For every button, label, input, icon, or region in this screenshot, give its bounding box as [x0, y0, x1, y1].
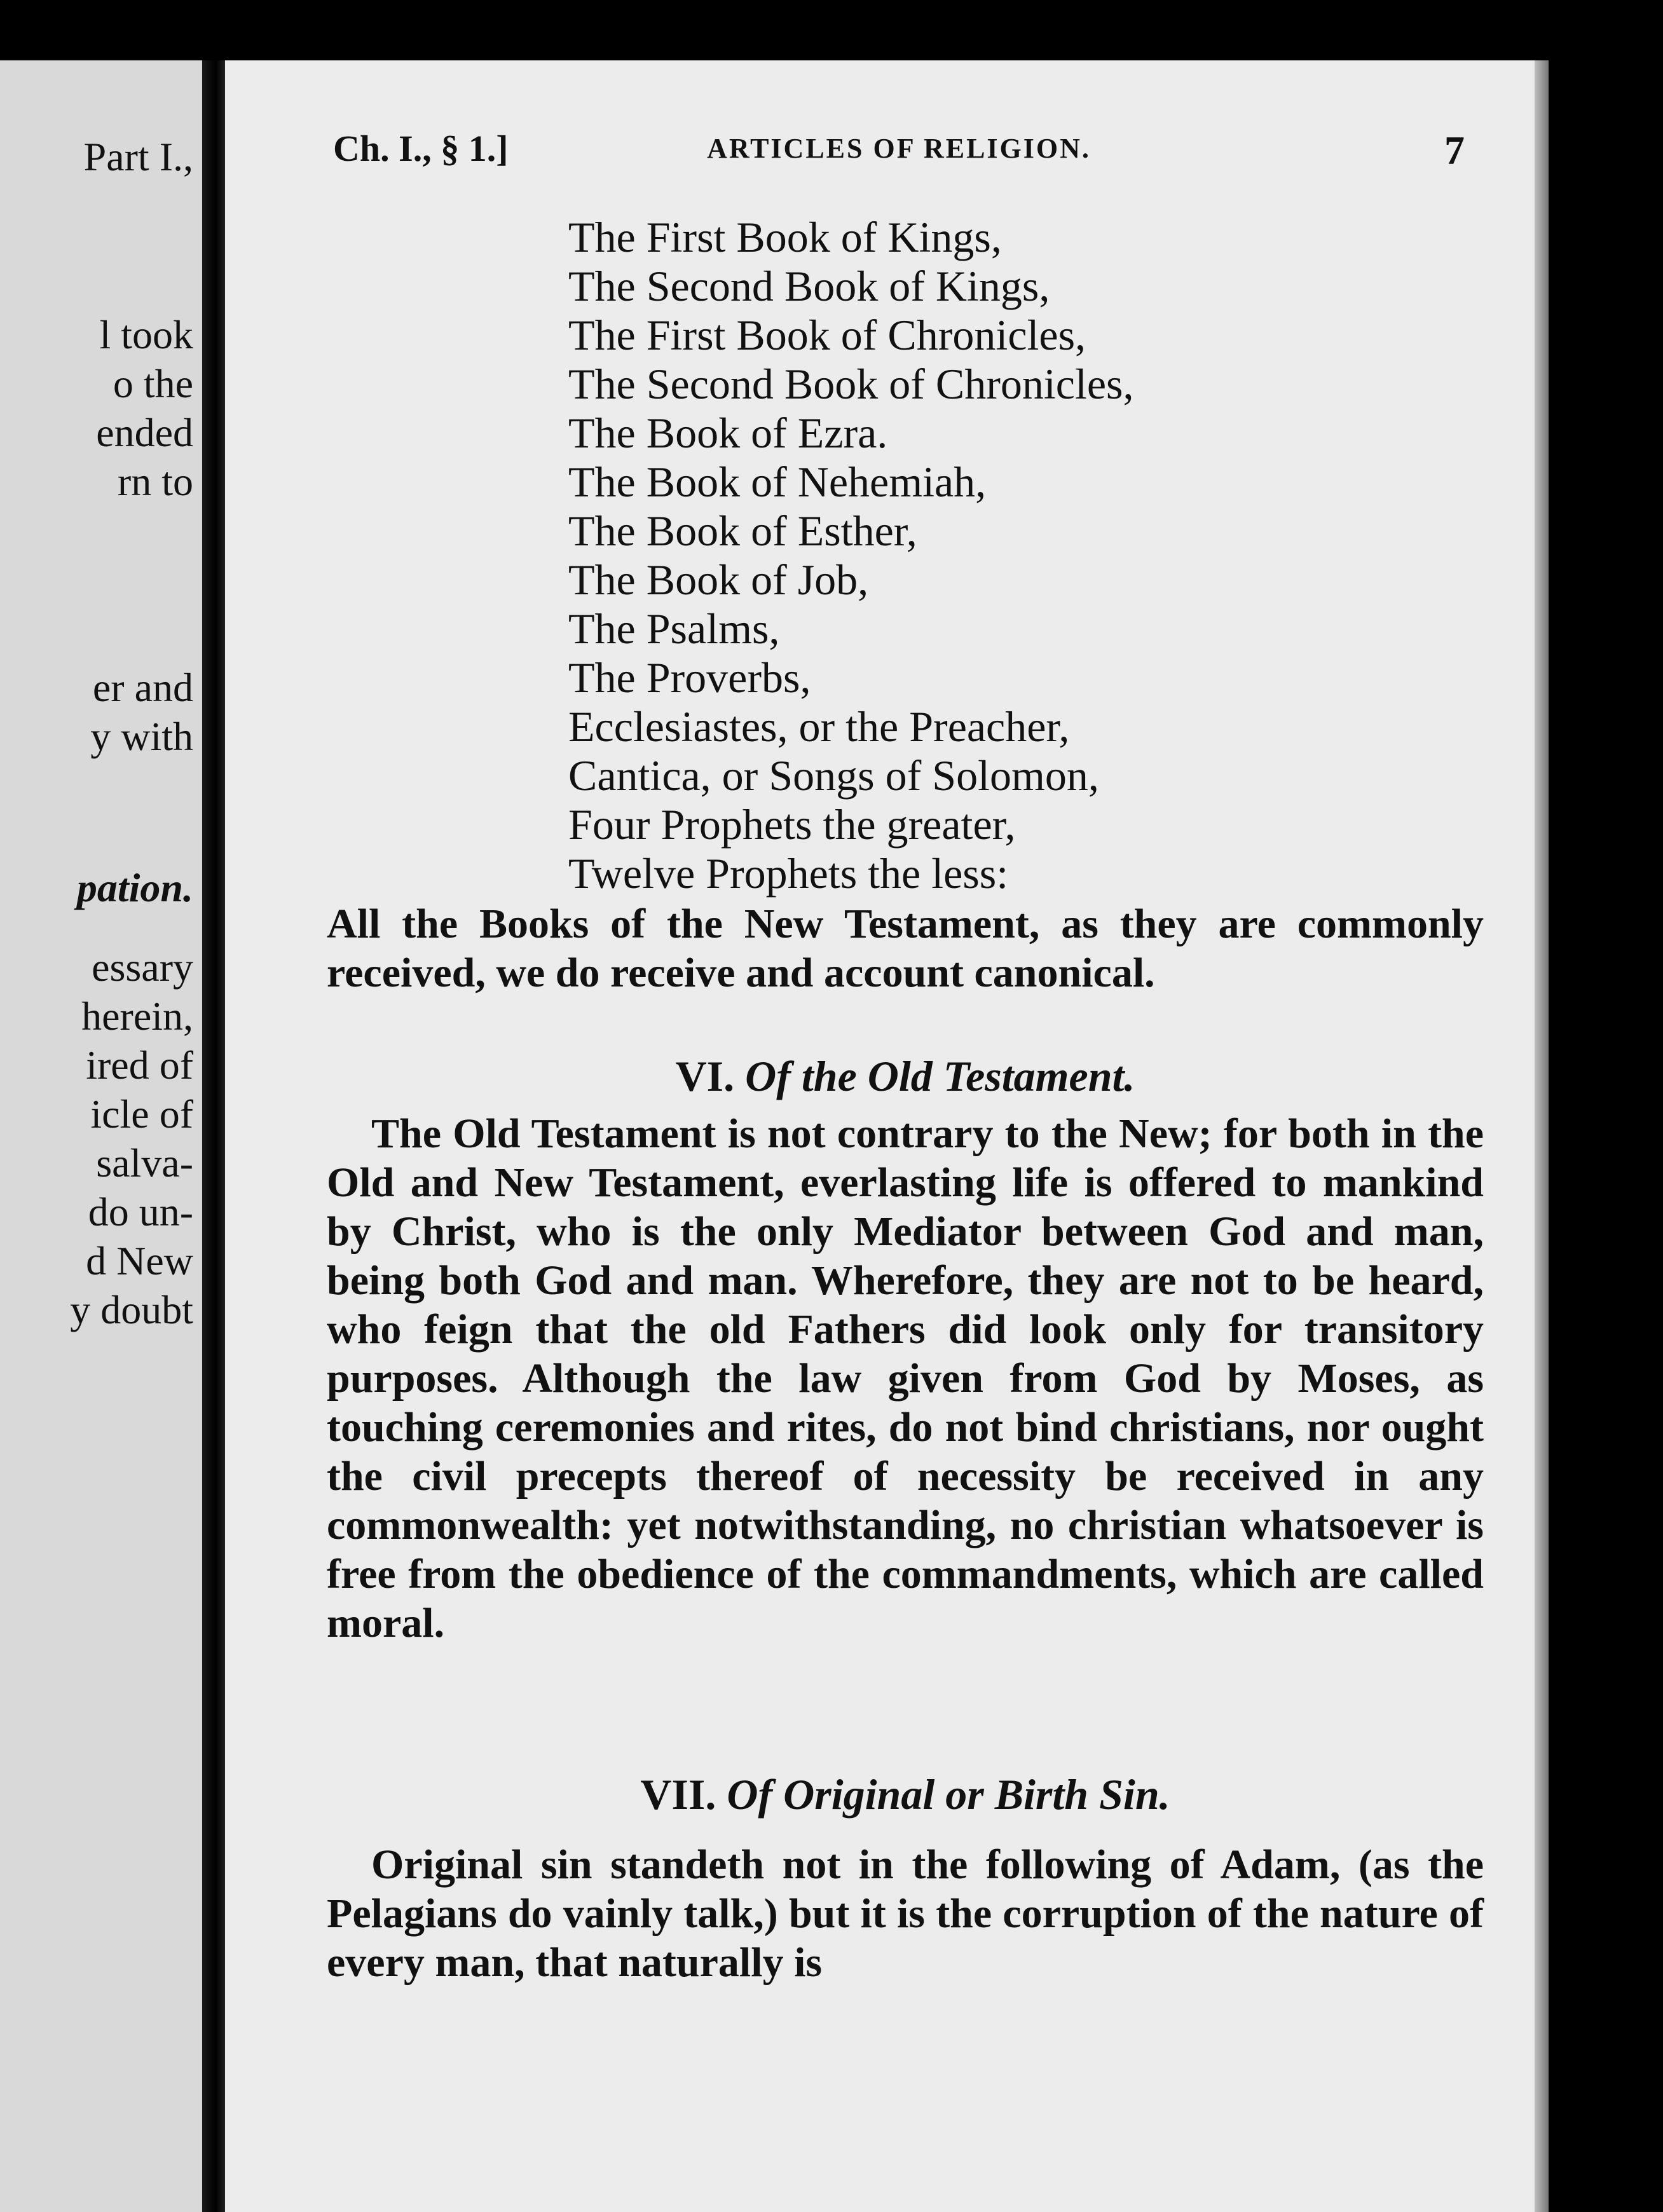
left-fragment: herein, [81, 993, 193, 1039]
left-fragment: l took [99, 312, 193, 357]
left-fragment: salva- [96, 1140, 193, 1185]
book-page [225, 60, 1535, 2212]
article-vii-title: Of Original or Birth Sin. [727, 1770, 1170, 1819]
scan-border [1549, 0, 1663, 2212]
previous-page-fragment [0, 60, 202, 2212]
left-fragment: essary [92, 945, 193, 990]
book-item: The Book of Nehemiah, [568, 458, 987, 506]
article-vii-body: Original sin standeth not in the following of Adam, (as the Pelagians do vainly talk,) but it is the corruption of the nature of every man, that naturally is [327, 1841, 1484, 1986]
book-item: The Book of Esther, [568, 507, 917, 555]
left-fragment: d New [86, 1238, 193, 1283]
book-item: The Proverbs, [568, 653, 811, 702]
new-testament-paragraph: All the Books of the New Testament, as they are commonly received, we do receive and account canonical. [327, 901, 1484, 996]
article-vi-title: Of the Old Testament. [745, 1052, 1135, 1100]
article-vii-number: VII. [640, 1770, 716, 1819]
left-fragment: Part I., [83, 134, 193, 179]
left-fragment: icle of [90, 1091, 193, 1137]
book-item: The Psalms, [568, 604, 780, 653]
book-item: The First Book of Kings, [568, 213, 1002, 261]
book-item: Cantica, or Songs of Solomon, [568, 751, 1099, 800]
article-vii-heading [327, 1770, 1484, 1819]
book-item: Ecclesiastes, or the Preacher, [568, 702, 1070, 751]
book-item: Four Prophets the greater, [568, 800, 1016, 849]
book-gutter [202, 60, 225, 2212]
book-item: The Book of Job, [568, 556, 869, 604]
left-fragment: o the [113, 361, 193, 406]
page-edge-shadow [1535, 60, 1549, 2212]
books-list [568, 213, 1134, 898]
left-fragment: do un- [88, 1189, 193, 1234]
book-item: The Book of Ezra. [568, 409, 888, 457]
article-vi-number: VI. [675, 1052, 735, 1100]
left-fragment: pation. [76, 865, 193, 910]
left-fragment: rn to [117, 459, 193, 504]
left-fragment: ended [96, 410, 193, 455]
left-fragment: y with [90, 714, 193, 759]
article-vi-body: The Old Testament is not contrary to the New; for both in the Old and New Testament, everlasting life is offered to mankind by Christ, who is the only Mediator between God and man, being both God and man. Wherefore, they are not to be heard, who feign that the old Fathers did look only for transitory purposes. Although the law given from God by Moses, as touching ceremonies and rites, do not bind christians, nor ought the civil precepts thereof of necessity be received in any commonwealth: yet notwithstanding, no christian whatsoever is free from the obedience of the commandments, which are called moral. [327, 1110, 1484, 1646]
book-item: Twelve Prophets the less: [568, 849, 1009, 898]
article-vi-heading [327, 1052, 1484, 1101]
page-number: 7 [1444, 128, 1465, 173]
running-title: ARTICLES OF RELIGION. [707, 133, 1091, 164]
left-fragment: er and [92, 665, 193, 710]
left-fragment: y doubt [70, 1287, 193, 1332]
book-item: The Second Book of Kings, [568, 262, 1050, 310]
book-item: The Second Book of Chronicles, [568, 360, 1134, 408]
running-header [333, 127, 1465, 178]
left-fragment: ired of [86, 1042, 193, 1088]
book-item: The First Book of Chronicles, [568, 311, 1086, 359]
chapter-reference: Ch. I., § 1.] [333, 128, 509, 169]
